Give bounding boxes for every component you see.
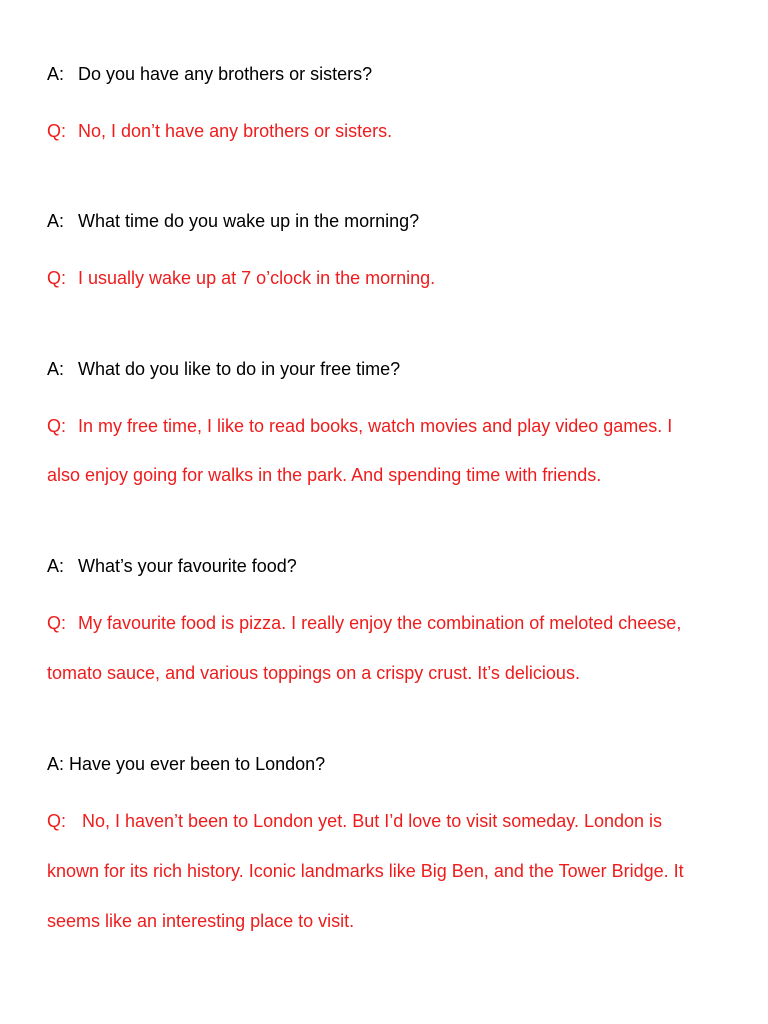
answer-text: tomato sauce, and various toppings on a crispy crust. It’s delicious.: [47, 663, 580, 683]
answer-text: known for its rich history. Iconic landmarks like Big Ben, and the Tower Bridge. It: [47, 861, 684, 881]
question-line: [47, 753, 727, 775]
answer-line: [47, 415, 727, 437]
answer-tag: Q:: [47, 811, 67, 831]
answer-tag: Q:: [47, 268, 67, 288]
answer-text: No, I haven’t been to London yet. But I’d love to visit someday. London is: [82, 811, 663, 831]
answer-tag: Q:: [47, 613, 67, 633]
question-tag: A:: [47, 754, 65, 774]
answer-line: [47, 612, 727, 634]
answer-text: also enjoy going for walks in the park. And spending time with friends.: [47, 465, 602, 485]
question-text: Do you have any brothers or sisters?: [78, 64, 373, 84]
answer-continuation-line: [47, 910, 727, 932]
answer-text: My favourite food is pizza. I really enjoy the combination of meloted cheese,: [78, 613, 682, 633]
question-tag: A:: [47, 556, 65, 576]
answer-line: [47, 810, 727, 832]
answer-continuation-line: [47, 860, 727, 882]
question-line: [47, 358, 727, 380]
question-text: What’s your favourite food?: [78, 556, 297, 576]
answer-text: No, I don’t have any brothers or sisters.: [78, 121, 393, 141]
question-tag: A:: [47, 359, 65, 379]
question-tag: A:: [47, 211, 65, 231]
question-line: [47, 63, 727, 85]
answer-text: In my free time, I like to read books, watch movies and play video games. I: [78, 416, 673, 436]
answer-tag: Q:: [47, 416, 67, 436]
question-text: Have you ever been to London?: [69, 754, 326, 774]
answer-tag: Q:: [47, 121, 67, 141]
question-tag: A:: [47, 64, 65, 84]
answer-continuation-line: [47, 662, 727, 684]
answer-line: [47, 267, 727, 289]
answer-text: I usually wake up at 7 o’clock in the morning.: [78, 268, 436, 288]
question-text: What do you like to do in your free time?: [78, 359, 401, 379]
question-line: [47, 555, 727, 577]
answer-continuation-line: [47, 464, 727, 486]
answer-text: seems like an interesting place to visit.: [47, 911, 355, 931]
answer-line: [47, 120, 727, 142]
question-line: [47, 210, 727, 232]
question-text: What time do you wake up in the morning?: [78, 211, 420, 231]
